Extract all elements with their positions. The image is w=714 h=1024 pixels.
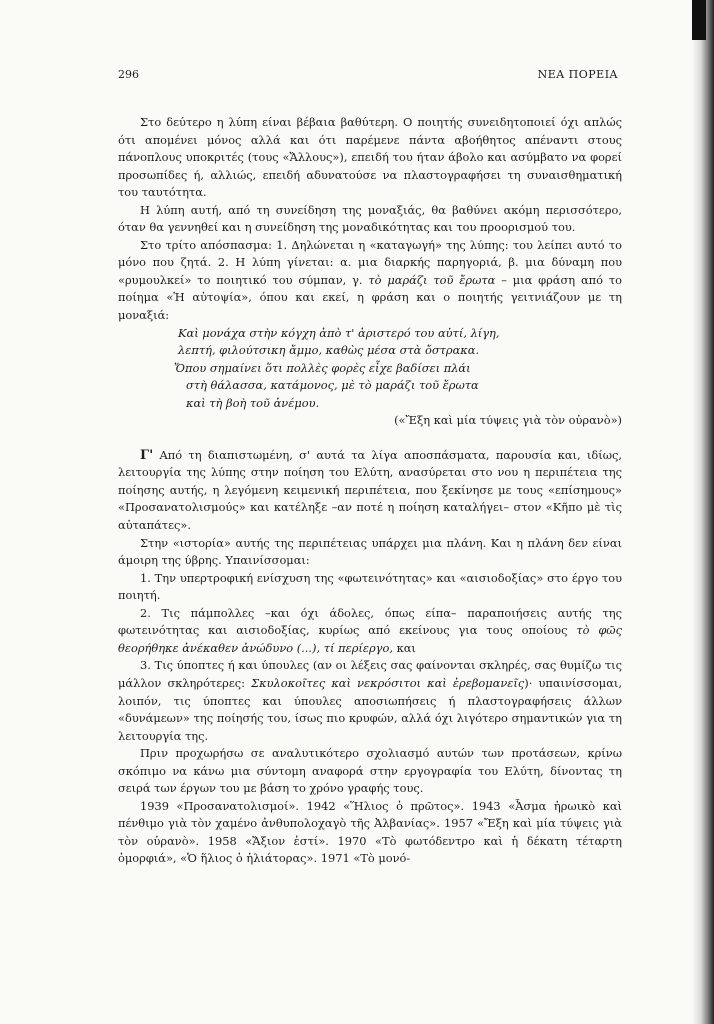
section-mark: Γ' bbox=[140, 447, 154, 463]
verse-line: καὶ τὴ βοὴ τοῦ ἀνέμου. bbox=[186, 395, 320, 410]
paragraph bbox=[118, 237, 622, 325]
list-item bbox=[118, 657, 622, 745]
text-run: Στο τρίτο απόσπασμα: 1. Δηλώνεται η «καταγωγή» της λύπης: του λείπει αυτό το μόνο που ζητά. 2. Η λύπη γίνεται: α. μια διαρκής παρηγοριά, β. μια δύναμη που «ρυμουλκεί» το ποιητικό του σύμπαν, γ. bbox=[118, 237, 622, 287]
text-run: 3. Τις ύποπτες ή και ύπουλες (αν οι λέξεις σας φαίνονται σκληρές, σας θυμίζω τις μάλλον σκληρότερες: bbox=[118, 658, 622, 690]
text-run: )· υπαινίσσομαι, λοιπόν, τις ύποπτες και ύπουλες αποσιωπήσεις ή πλαστογραφήσεις άλλων «δυνάμεων» της ποίησής του, ίσως πιο κρυφών, αλλά όχι λιγότερο σημαντικών για τη λειτουργία της. bbox=[118, 675, 622, 743]
page-number: 296 bbox=[118, 68, 139, 81]
list-item: 1. Την υπερτροφική ενίσχυση της «φωτεινότητας» και «αισιοδοξίας» στο έργο του ποιητή. bbox=[118, 570, 622, 603]
italic-quote: τὸ φῶς θεορήθηκε ἀνέκαθεν ἀνώδυνο (...), τί περίεργο, bbox=[118, 623, 622, 655]
verse-quote bbox=[174, 325, 622, 430]
book-spine-shadow bbox=[692, 0, 714, 1024]
text-run: – μια φράση από το ποίημα «Ἡ αὐτοψία», όπου και εκεί, η φράση και ο ποιητής γειτνιάζουν με τη μοναξιά: bbox=[118, 272, 622, 323]
running-header bbox=[118, 68, 618, 84]
text-run: και bbox=[392, 640, 416, 655]
verse-line: Καὶ μονάχα στὴν κόγχη ἀπὸ τ' ἀριστερό του αὐτί, λίγη, bbox=[178, 325, 500, 340]
text-run: Από τη διαπιστωμένη, σ' αυτά τα λίγα αποσπάσματα, παρουσία και, ιδίως, λειτουργία της λύπης στην ποίηση του Ελύτη, ανασύρεται στο νου η περιπέτεια της ποίησης αυτής, η λεγόμενη κειμενική περιπέτεια, που ξεκίνησε με τους «επίσημους» «Προσανατολισμούς» και κατέληξε –αν ποτέ η ποίηση καταλήγει– στον «Κῆπο μὲ τὶς αὐταπάτες». bbox=[118, 447, 622, 533]
paragraph: Στην «ιστορία» αυτής της περιπέτειας υπάρχει μια πλάνη. Και η πλάνη δεν είναι άμοιρη της ύβρης. Υπαινίσσομαι: bbox=[118, 535, 622, 568]
italic-quote: τὸ μαράζι τοῦ ἔρωτα bbox=[368, 272, 496, 287]
verse-line: λεπτή, φιλούτσικη ἄμμο, καθὼς μέσα στὰ ὄστρακα. bbox=[178, 343, 480, 358]
paragraph: Η λύπη αυτή, από τη συνείδηση της μοναξιάς, θα βαθύνει ακόμη περισσότερο, όταν θα γεννηθεί και η συνείδηση της μοναδικότητας και του προορισμού του. bbox=[118, 202, 622, 235]
verse-line: στὴ θάλασσα, κατάμονος, μὲ τὸ μαράζι τοῦ ἔρωτα bbox=[186, 378, 479, 393]
paragraph: Στο δεύτερο η λύπη είναι βέβαια βαθύτερη. Ο ποιητής συνειδητοποιεί όχι απλώς ότι απομένει μόνος αλλά και ότι παρέμενε πάντα αβοήθητος απέναντι στους πάνοπλους υποκριτές (τους «Ἄλλους»), επειδή του ήταν άβολο και ασύμβατο να φορεί προσωπίδες ή, αλλιώς, επειδή αδυνατούσε να πλαστογραφήσει τη συναισθηματική του ταυτότητα. bbox=[118, 115, 622, 200]
paragraph: Πριν προχωρήσω σε αναλυτικότερο σχολιασμό αυτών των προτάσεων, κρίνω σκόπιμο να κάνω μια σύντομη αναφορά στην εργογραφία του Ελύτη, δίνοντας τη σειρά των έργων του με βάση το χρόνο γραφής τους. bbox=[118, 746, 622, 796]
verse-line: Ὅπου σημαίνει ὅτι πολλὲς φορὲς εἶχε βαδίσει πλάι bbox=[174, 360, 471, 375]
italic-quote: Σκυλοκοῖτες καὶ νεκρόσιτοι καὶ ἐρεβομανεῖς bbox=[251, 675, 525, 690]
text-run: 2. Τις πάμπολλες –και όχι άδολες, όπως είπα– παραποιήσεις αυτής της φωτεινότητας και αισιοδοξίας, κυρίως από εκείνους για τους οποίους bbox=[118, 605, 622, 638]
section-paragraph bbox=[118, 447, 622, 535]
running-title: ΝΕΑ ΠΟΡΕΙΑ bbox=[537, 68, 618, 81]
binding-edge bbox=[692, 0, 706, 40]
paragraph: 1939 «Προσανατολισμοί». 1942 «Ἥλιος ὁ πρῶτος». 1943 «Ἆσμα ἡρωικὸ καὶ πένθιμο γιὰ τὸν χαμένο ἀνθυπολοχαγὸ τῆς Ἀλβανίας». 1957 «Ἔξη καὶ μία τύψεις γιὰ τὸν οὐρανὸ». 1958 «Ἄξιον ἐστί». 1970 «Τὸ φωτόδεντρο καὶ ἡ δέκατη τέταρτη ὀμορφιά», «Ὁ ἥλιος ὁ ἡλιάτορας». 1971 «Τὸ μονό- bbox=[118, 798, 622, 866]
body-text bbox=[118, 114, 622, 868]
verse-source: («Ἔξη καὶ μία τύψεις γιὰ τὸν οὐρανὸ») bbox=[394, 413, 622, 428]
list-item bbox=[118, 605, 622, 658]
